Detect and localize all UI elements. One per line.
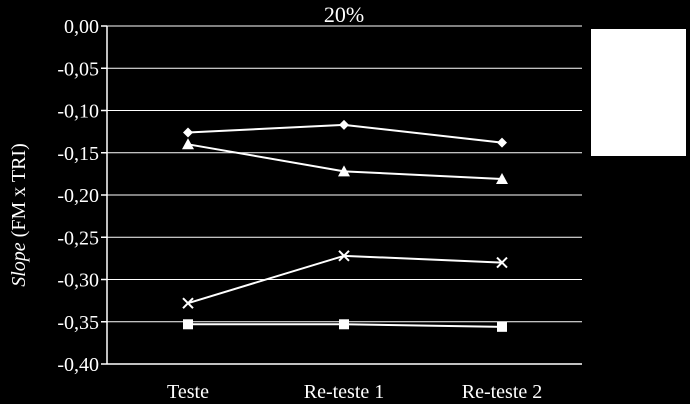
y-tick-label: 0,00 xyxy=(64,16,99,38)
legend-box xyxy=(591,29,686,156)
y-tick-label: -0,30 xyxy=(57,269,99,292)
y-axis-label-rest: (FM x TRI) xyxy=(8,143,30,243)
y-tick-label: -0,35 xyxy=(57,311,99,334)
y-axis-label xyxy=(8,143,30,287)
y-tick-label: -0,05 xyxy=(57,58,99,81)
x-tick-label: Re-teste 1 xyxy=(303,381,385,403)
x-tick-label: Teste xyxy=(167,381,209,403)
y-tick-label: -0,20 xyxy=(57,185,99,207)
data-point-square xyxy=(497,322,507,332)
data-point-square xyxy=(183,319,193,329)
x-tick-label: Re-teste 2 xyxy=(461,381,543,403)
y-tick-label: -0,40 xyxy=(57,354,99,376)
chart-title: 20% xyxy=(323,2,365,27)
y-tick-label: -0,10 xyxy=(57,100,99,123)
y-tick-label: -0,15 xyxy=(57,142,99,165)
data-point-square xyxy=(339,319,349,329)
y-tick-labels xyxy=(57,16,99,376)
y-axis-label-italic: Slope xyxy=(8,242,30,287)
y-tick-label: -0,25 xyxy=(57,227,99,250)
